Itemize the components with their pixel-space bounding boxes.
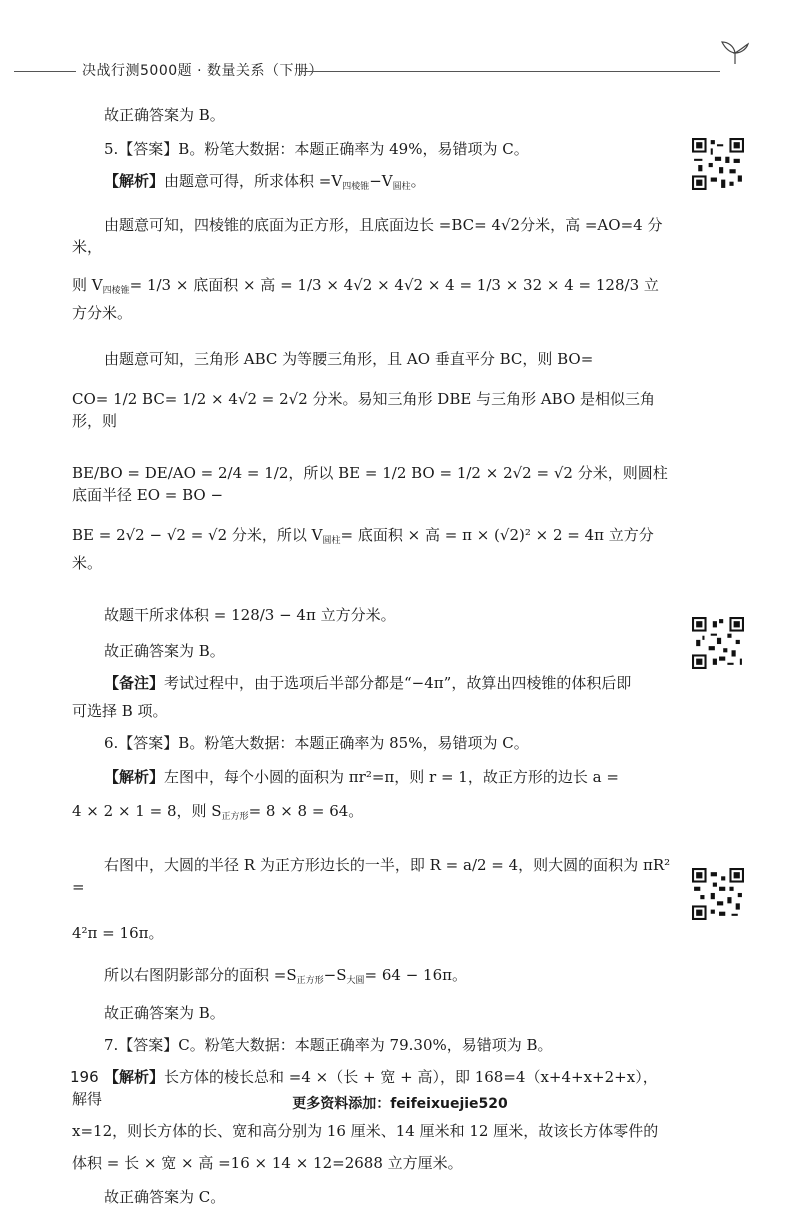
q5-analysis-6: BE/BO = DE/AO = 2/4 = 1/2，所以 BE = 1/2 BO = 1/2 × 2√2 = √2 分米，则圆柱底面半径 EO = BO −	[72, 464, 668, 504]
header-rule-right	[300, 71, 720, 72]
q5-answer: 5.【答案】B。粉笔大数据：本题正确率为 49%，易错项为 C。	[104, 140, 529, 158]
header-rule-left	[14, 71, 76, 72]
q7-analysis-3: 体积 = 长 × 宽 × 高 =16 × 14 × 12=2688 立方厘米。	[72, 1154, 463, 1172]
q7-analysis-1: 【解析】长方体的棱长总和 =4 ×（长 + 宽 + 高），即 168=4（x+4+x+2+x），解得	[72, 1068, 658, 1108]
q5-analysis-7: BE = 2√2 − √2 = √2 分米，所以 $V_{圆柱}=$ 底面积 × 高 = π × (√2)² × 2 = 4π 立方分米。	[72, 526, 654, 572]
q6-analysis-3: 右图中，大圆的半径 R 为正方形边长的一半，即 R = a/2 = 4，则大圆的面积为 πR² =	[72, 856, 671, 896]
q6-analysis-4: 4²π = 16π。	[72, 924, 164, 942]
sprout-icon	[718, 40, 752, 66]
page-number: 196	[70, 1068, 99, 1086]
q5-analysis-3: 则 $V_{四棱锥}= 1/3$ × 底面积 × 高 = 1/3 × 4√2 × 4√2 × 4 = 1/3 × 32 × 4 = 128/3 立方分米。	[72, 276, 659, 322]
qr-code-icon[interactable]	[692, 868, 744, 920]
qr-code-icon[interactable]	[692, 138, 744, 190]
q6-analysis-2: 4 × 2 × 1 = 8，则 $S_{正方形}= 8 \times 8 = 64$。	[72, 802, 364, 822]
q6-analysis-5: 所以右图阴影部分的面积 $=S_{正方形}-S_{大圆}= 64 - 16\pi$。	[104, 966, 467, 986]
q5-note-cont: 可选择 B 项。	[72, 702, 168, 720]
footer-note: 更多资料添加：feifeixuejie520	[292, 1096, 508, 1112]
qr-code-icon[interactable]	[692, 617, 744, 669]
answer-line: 故正确答案为 B。	[104, 642, 225, 660]
q5-analysis-1: 【解析】由题意可得，所求体积 $=V_{四棱锥}-V_{圆柱}$。	[104, 172, 426, 192]
q5-analysis-2: 由题意可知，四棱锥的底面为正方形，且底面边长 =BC= 4√2分米，高 =AO=4 分米，	[72, 216, 663, 256]
answer-line: 故正确答案为 B。	[104, 1004, 225, 1022]
q5-analysis-5: CO= 1/2 BC= 1/2 × 4√2 = 2√2 分米。易知三角形 DBE 与三角形 ABO 是相似三角形，则	[72, 390, 656, 430]
q7-answer: 7.【答案】C。粉笔大数据：本题正确率为 79.30%，易错项为 B。	[104, 1036, 553, 1054]
q5-note: 【备注】考试过程中，由于选项后半部分都是“−4π”，故算出四棱锥的体积后即	[104, 674, 632, 692]
q6-answer: 6.【答案】B。粉笔大数据：本题正确率为 85%，易错项为 C。	[104, 734, 529, 752]
q7-analysis-2: x=12，则长方体的长、宽和高分别为 16 厘米、14 厘米和 12 厘米，故该长方体零件的	[72, 1122, 659, 1140]
answer-line: 故正确答案为 B。	[104, 106, 225, 124]
q6-analysis-1: 【解析】左图中，每个小圆的面积为 πr²=π，则 r = 1，故正方形的边长 a =	[104, 768, 619, 786]
book-title: 决战行测5000题 · 数量关系（下册）	[82, 63, 323, 79]
page-content	[72, 100, 672, 1208]
q5-total-volume: 故题干所求体积 = 128/3 − 4π 立方分米。	[104, 606, 396, 624]
answer-line: 故正确答案为 C。	[104, 1188, 226, 1206]
q5-analysis-4: 由题意可知，三角形 ABC 为等腰三角形，且 AO 垂直平分 BC，则 BO=	[104, 350, 594, 368]
running-header	[0, 58, 800, 88]
